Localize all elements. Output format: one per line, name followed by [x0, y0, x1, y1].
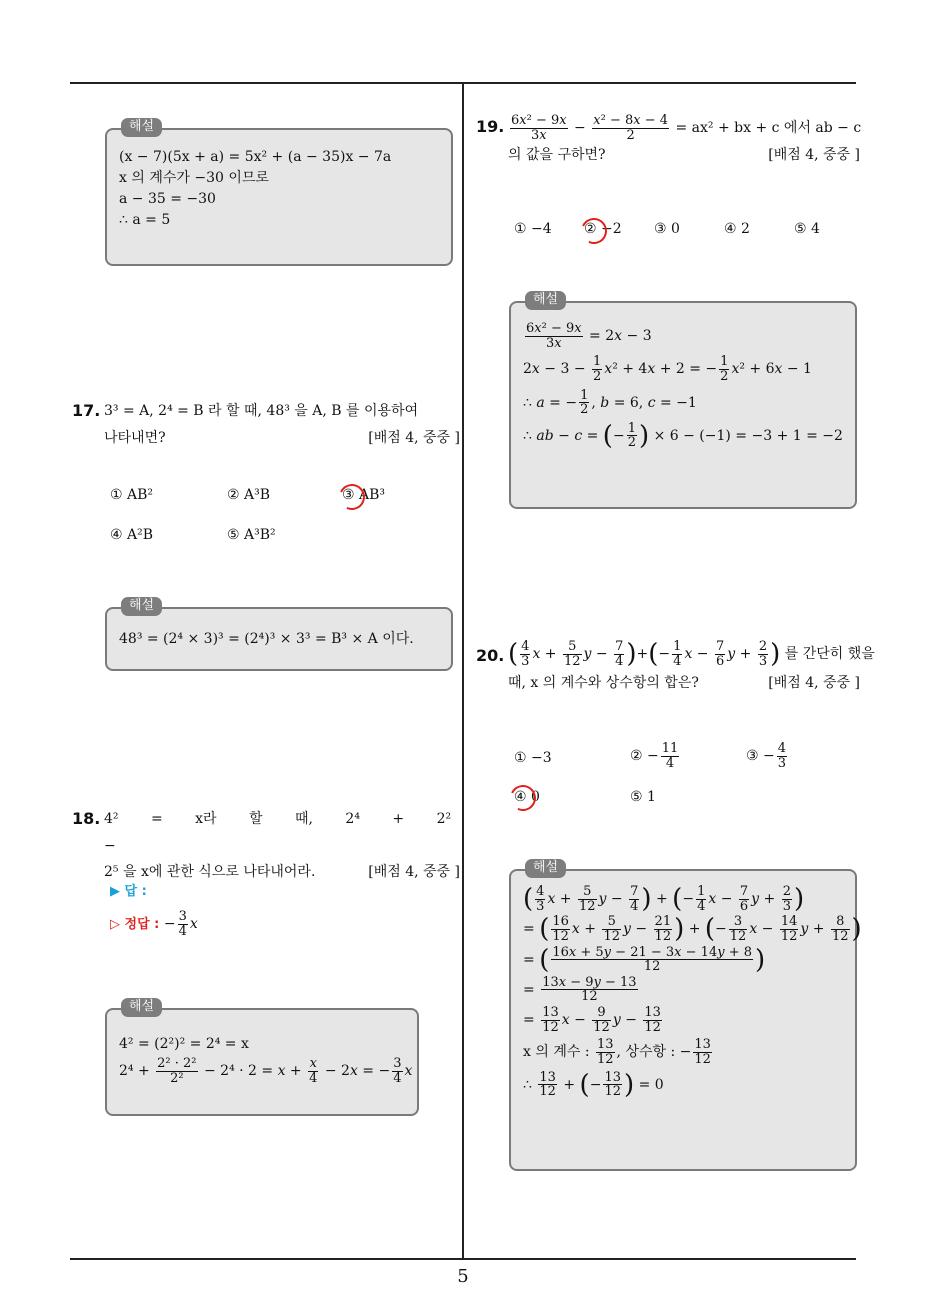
option-3[interactable]: ③ 0	[654, 221, 680, 237]
solution-box-20	[509, 860, 862, 1171]
question-line: = ax² + bx + c 에서 ab − c	[675, 120, 862, 137]
solution-line: 4² = (2²)² = 2⁴ = x	[119, 1036, 249, 1052]
solution-line: ∴ a = − $\frac{1}{2}$ , b = 6, c = −1	[523, 387, 697, 418]
question-line: 를 간단히 했을	[784, 646, 875, 663]
question-line: 의 값을 구하면?	[508, 147, 606, 164]
question-line: 4² = x라 할 때, 2⁴ + 2² −	[104, 811, 452, 854]
answer-label: ▶ 답 :	[110, 884, 147, 899]
solution-box-17	[105, 598, 453, 671]
correct-answer-label: ▷ 정답 : − $\frac{3}{4}$ x	[110, 909, 198, 939]
solution-box-19	[509, 292, 857, 509]
solution-tag: 해설	[121, 597, 162, 616]
solution-line: ∴ ab − c = (− $\frac{1}{2}$ ) × 6 − (−1) = −3 + 1 = −2	[523, 420, 843, 451]
solution-line: = ( $\frac{16}{12}$ x + $\frac{5}{12}$ y − $\frac{21}{12}$ ) + (− $\frac{3}{12}$ x − $\frac{14}{12}$ y + $\frac{8}{12}$ )	[523, 914, 862, 945]
question-text-20: ( $\frac{4}{3}$ x + $\frac{5}{12}$ y − $\frac{7}{4}$ )+(− $\frac{1}{4}$ x − $\frac{7}{6}$ y + $\frac{2}{3}$ ) 를 간단히 했을 때, x 의 계수와 상수항의 합은? [배점 4, 중중 ]	[508, 640, 860, 694]
option-4[interactable]: ④ 2	[724, 221, 750, 237]
solution-tag: 해설	[121, 998, 162, 1017]
solution-tag: 해설	[525, 859, 566, 878]
option-3[interactable]: ③ − $\frac{4}{3}$	[746, 741, 787, 771]
option-2[interactable]: ② A³B	[227, 487, 271, 503]
solution-line: ∴ a = 5	[119, 212, 171, 229]
solution-line: = $\frac{13x - 9y - 13}{12}$	[523, 974, 637, 1005]
option-5[interactable]: ⑤ 1	[630, 789, 656, 805]
solution-line: (x − 7)(5x + a) = 5x² + (a − 35)x − 7a	[119, 149, 392, 165]
solution-box-16	[105, 119, 453, 266]
option-1[interactable]: ① −4	[514, 221, 552, 237]
score-label: [배점 4, 중중 ]	[368, 864, 460, 881]
question-number-20: 20.	[476, 646, 505, 665]
question-number-18: 18.	[72, 809, 101, 828]
question-text-18	[104, 806, 460, 886]
option-3[interactable]: ③ AB³	[342, 487, 386, 503]
answer-circle	[506, 781, 539, 814]
solution-line: 2x − 3 − $\frac{1}{2}$ x² + 4x + 2 = − $\frac{1}{2}$ x² + 6x − 1	[523, 354, 812, 384]
option-5[interactable]: ⑤ A³B²	[227, 527, 276, 543]
solution-line: x 의 계수 : $\frac{13}{12}$ , 상수항 : − $\frac{13}{12}$	[523, 1037, 711, 1068]
solution-line: ∴ $\frac{13}{12}$ + (− $\frac{13}{12}$ ) = 0	[523, 1069, 664, 1100]
solution-tag: 해설	[525, 291, 566, 310]
solution-line: = $\frac{13}{12}$ x − $\frac{9}{12}$ y − $\frac{13}{12}$	[523, 1005, 661, 1035]
solution-line: $\frac{\text{6x² − 9x}}{3x}$ = 2x − 3	[526, 321, 652, 351]
bottom-rule	[70, 1258, 856, 1260]
solution-tag: 해설	[121, 118, 162, 137]
solution-line: ( $\frac{4}{3}$ x + $\frac{5}{12}$ y − $\frac{7}{4}$ ) + (− $\frac{1}{4}$ x − $\frac{7}{6}$ y + $\frac{2}{3}$ )	[523, 884, 805, 915]
question-text-19: $\frac{\text{6x² − 9x}}{3x}$ − $\frac{\text{x² − 8x − 4}}{2}$ = ax² + bx + c 에서 ab − c 의 값을 구하면? [배점 4, 중중 ]	[508, 114, 860, 166]
option-2[interactable]: ② − $\frac{11}{4}$	[630, 741, 679, 771]
score-label: [배점 4, 중중 ]	[768, 147, 860, 164]
score-label: [배점 4, 중중 ]	[368, 429, 460, 446]
solution-box-18	[105, 999, 419, 1116]
option-2[interactable]: ② −2	[584, 221, 622, 237]
question-number-17: 17.	[72, 401, 101, 420]
solution-line: 48³ = (2⁴ × 3)³ = (2⁴)³ × 3³ = B³ × A 이다.	[119, 631, 414, 647]
page-number: 5	[457, 1266, 469, 1287]
question-line: 때, x 의 계수와 상수항의 합은?	[508, 675, 699, 692]
question-line: 나타내면?	[104, 429, 166, 446]
option-5[interactable]: ⑤ 4	[794, 221, 820, 237]
question-text-17	[104, 398, 460, 451]
question-number-19: 19.	[476, 117, 505, 136]
option-1[interactable]: ① −3	[514, 750, 552, 766]
question-line: 3³ = A, 2⁴ = B 라 할 때, 48³ 을 A, B 를 이용하여	[104, 403, 419, 419]
score-label: [배점 4, 중중 ]	[768, 675, 860, 692]
answer-circle	[335, 480, 368, 513]
solution-line: = ( $\frac{16x + 5y - 21 - 3x - 14y + 8}{12}$ )	[523, 944, 766, 975]
solution-line: 2⁴ + $\frac{\text{2² · 2²}}{\text{2²}}$ − 2⁴ · 2 = x + $\frac{x}{4}$ − 2x = − $\frac{3}{4}$ x	[119, 1056, 413, 1086]
column-divider	[462, 82, 464, 1260]
solution-line: a − 35 = −30	[119, 191, 216, 208]
solution-line: x 의 계수가 −30 이므로	[119, 170, 269, 187]
option-4[interactable]: ④ 0	[514, 789, 540, 805]
question-line: 2⁵ 을 x에 관한 식으로 나타내어라.	[104, 864, 316, 881]
option-4[interactable]: ④ A²B	[110, 527, 154, 543]
answer-circle	[577, 214, 610, 247]
option-1[interactable]: ① AB²	[110, 487, 154, 503]
